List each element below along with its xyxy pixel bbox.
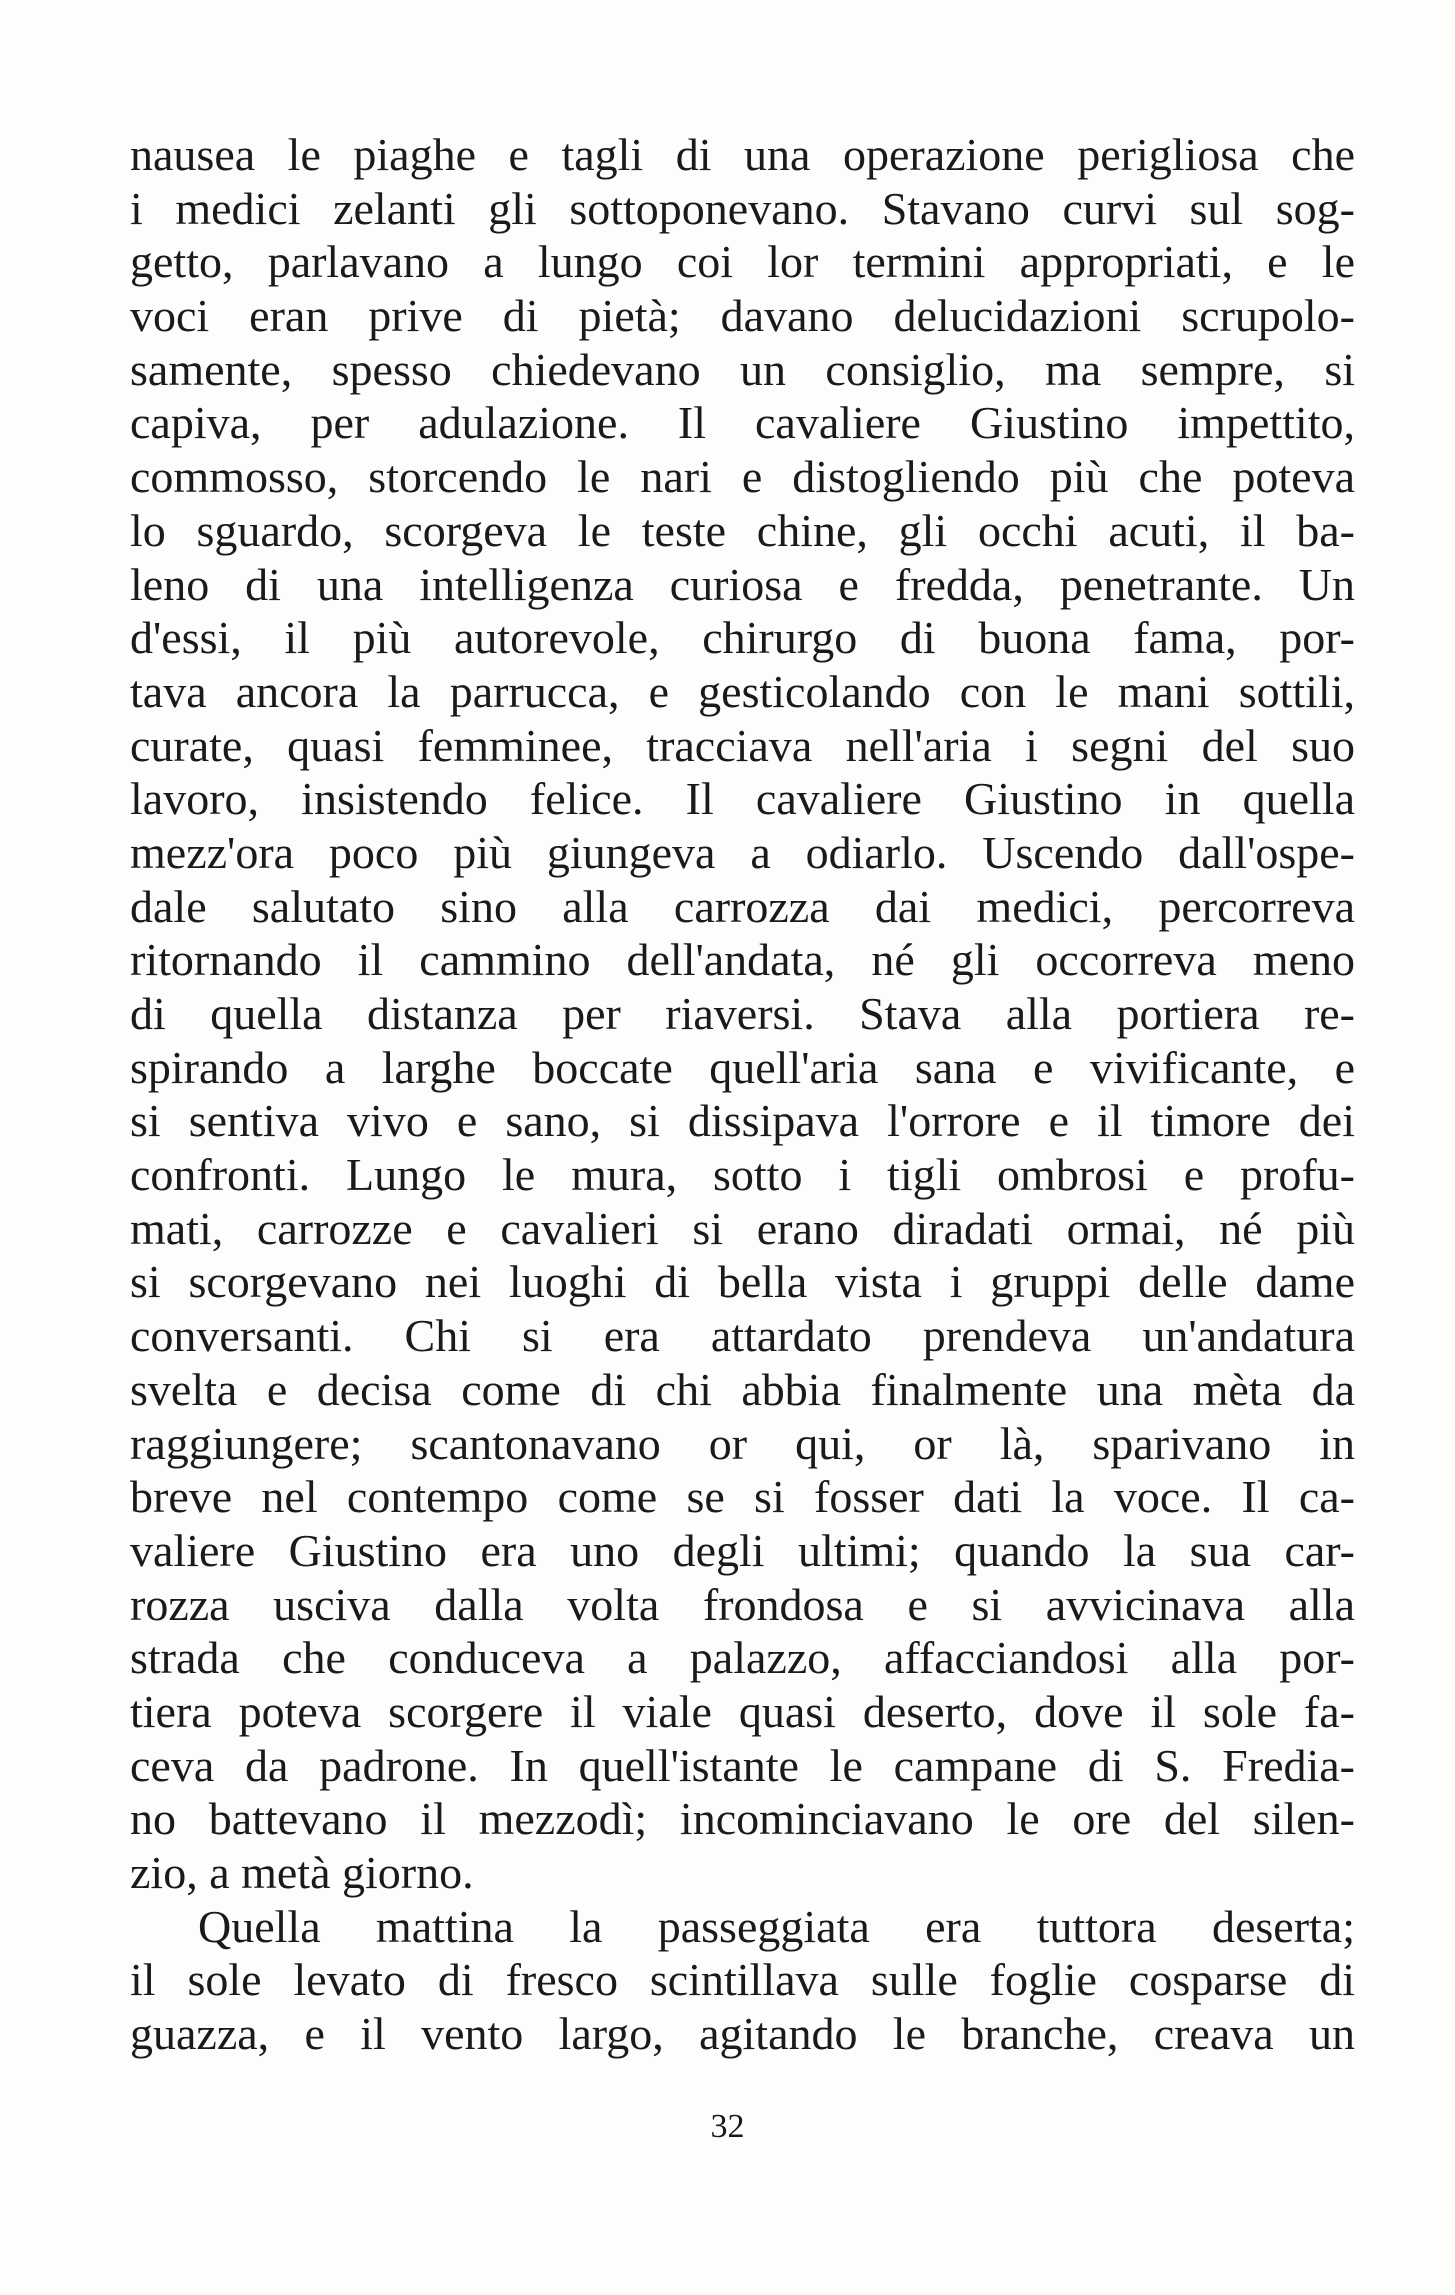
text-line: confronti. Lungo le mura, sotto i tigli ombrosi e profu- bbox=[130, 1149, 1355, 1201]
text-line: spirando a larghe boccate quell'aria sana e vivificante, e bbox=[130, 1041, 1355, 1093]
text-line: dale salutato sino alla carrozza dai medici, percorreva bbox=[130, 880, 1355, 932]
text-line: tiera poteva scorgere il viale quasi deserto, dove il sole fa- bbox=[130, 1685, 1355, 1737]
text-line: voci eran prive di pietà; davano delucidazioni scrupolo- bbox=[130, 290, 1355, 342]
text-line: conversanti. Chi si era attardato prendeva un'andatura bbox=[130, 1310, 1355, 1362]
text-line: lo sguardo, scorgeva le teste chine, gli occhi acuti, il ba- bbox=[130, 504, 1355, 556]
text-line: il sole levato di fresco scintillava sulle foglie cosparse di bbox=[130, 1954, 1355, 2006]
text-line: tava ancora la parrucca, e gesticolando con le mani sottili, bbox=[130, 665, 1355, 717]
text-line: svelta e decisa come di chi abbia finalmente una mèta da bbox=[130, 1363, 1355, 1415]
text-line: rozza usciva dalla volta frondosa e si avvicinava alla bbox=[130, 1578, 1355, 1630]
text-line: commosso, storcendo le nari e distogliendo più che poteva bbox=[130, 451, 1355, 503]
text-line: di quella distanza per riaversi. Stava alla portiera re- bbox=[130, 988, 1355, 1039]
text-line: si sentiva vivo e sano, si dissipava l'orrore e il timore dei bbox=[130, 1095, 1355, 1147]
text-line: mezz'ora poco più giungeva a odiarlo. Uscendo dall'ospe- bbox=[130, 826, 1355, 878]
text-line: leno di una intelligenza curiosa e fredda, penetrante. Un bbox=[130, 558, 1355, 610]
page-number: 32 bbox=[710, 2108, 745, 2145]
text-line: strada che conduceva a palazzo, affacciandosi alla por- bbox=[130, 1632, 1355, 1684]
text-line: raggiungere; scantonavano or qui, or là, sparivano in bbox=[130, 1417, 1355, 1469]
text-line: guazza, e il vento largo, agitando le branche, creava un bbox=[130, 2008, 1355, 2060]
text-line: si scorgevano nei luoghi di bella vista i gruppi delle dame bbox=[130, 1256, 1355, 1308]
text-line: breve nel contempo come se si fosser dati la voce. Il ca- bbox=[130, 1471, 1355, 1523]
text-line: ceva da padrone. In quell'istante le campane di S. Frediа- bbox=[130, 1739, 1355, 1791]
text-line: nausea le piaghe e tagli di una operazione perigliosa che bbox=[130, 129, 1355, 180]
text-line: getto, parlavano a lungo coi lor termini appropriati, e le bbox=[130, 236, 1355, 288]
body-text bbox=[130, 128, 1355, 2061]
text-line: capiva, per adulazione. Il cavaliere Giustino impettito, bbox=[130, 397, 1355, 449]
text-line: ritornando il cammino dell'andata, né gli occorreva meno bbox=[130, 934, 1355, 986]
text-line: i medici zelanti gli sottoponevano. Stavano curvi sul sog- bbox=[130, 182, 1355, 234]
text-line: curate, quasi femminee, tracciava nell'aria i segni del suo bbox=[130, 719, 1355, 771]
text-line: valiere Giustino era uno degli ultimi; quando la sua car- bbox=[130, 1524, 1355, 1576]
text-line: d'essi, il più autorevole, chirurgo di buona fama, por- bbox=[130, 612, 1355, 664]
text-line: zio, a metà giorno. bbox=[130, 1847, 474, 1898]
text-line: no battevano il mezzodì; incominciavano le ore del silen- bbox=[130, 1793, 1355, 1845]
paragraph-first-line: Quella mattina la passeggiata era tuttora deserta; bbox=[198, 1900, 1355, 1952]
text-line: lavoro, insistendo felice. Il cavaliere Giustino in quella bbox=[130, 773, 1355, 825]
text-line: mati, carrozze e cavalieri si erano diradati ormai, né più bbox=[130, 1202, 1355, 1254]
text-line: samente, spesso chiedevano un consiglio, ma sempre, si bbox=[130, 343, 1355, 395]
